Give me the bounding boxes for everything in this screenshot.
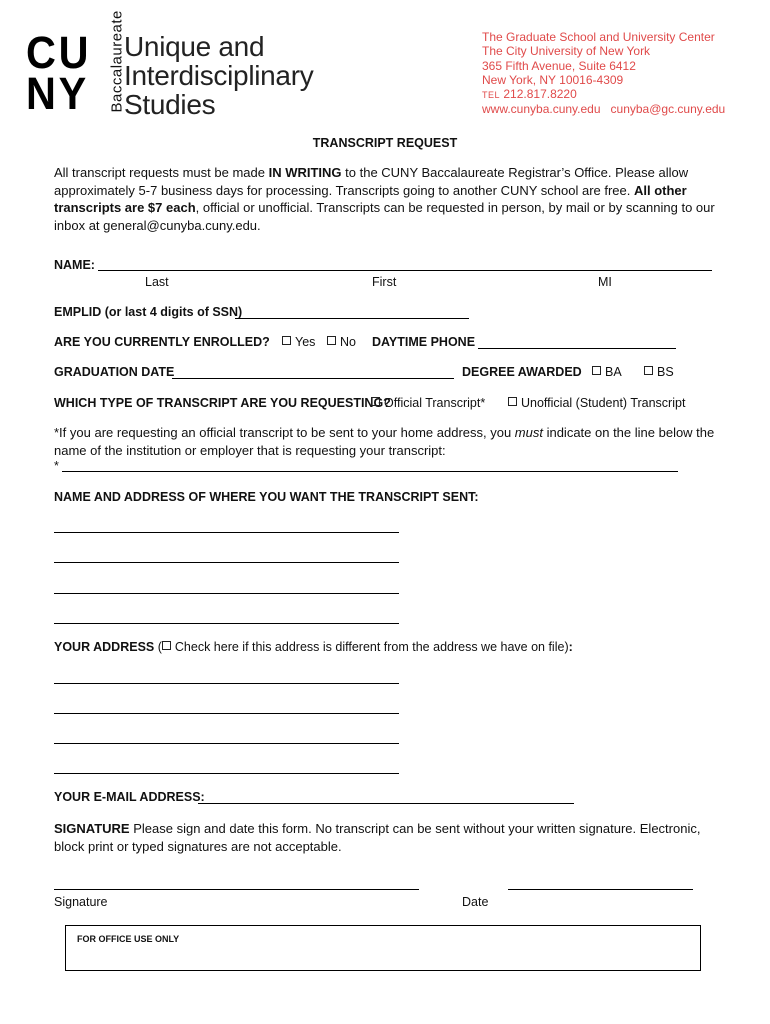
official-label: Official Transcript* [384,396,486,410]
logo-side-bar [105,10,126,119]
name-field[interactable] [98,270,712,271]
address-line: New York, NY 10016-4309 [482,72,624,87]
intro-paragraph [54,164,724,234]
page-title: TRANSCRIPT REQUEST [312,136,458,150]
checkbox-icon[interactable] [644,366,653,375]
unofficial-label: Unofficial (Student) Transcript [521,396,686,410]
logo-letter-c: C [26,27,59,78]
note-text: indicate on the line below the name of the institution or employer that is requesting your transcript: [54,425,715,458]
signature-field[interactable] [54,889,419,890]
degree-ba-label: BA [605,365,622,379]
logo-title-line: Interdisciplinary [124,60,314,91]
checkbox-icon[interactable] [592,366,601,375]
emplid-label: EMPLID (or last 4 digits of SSN) [54,305,243,319]
note-text: *If you are requesting an official transcript to be sent to your home address, you [54,425,515,440]
intro-emphasis: All other transcripts are $7 each [54,182,687,215]
name-label: NAME: [54,258,95,272]
institution-field[interactable] [62,471,678,472]
name-first-caption: First [372,275,397,289]
address-different-checkbox[interactable] [162,641,171,650]
email-label: YOUR E-MAIL ADDRESS: [54,790,205,804]
degree-ba-option[interactable] [592,365,622,379]
address-line: The Graduate School and University Center [482,30,715,44]
your-address-line[interactable] [54,683,399,684]
degree-bs-label: BS [657,365,674,379]
send-to-line[interactable] [54,562,399,563]
logo-side-text: Baccalaureate [108,10,126,113]
email-field[interactable] [198,803,574,804]
office-use-box [65,925,701,971]
enrolled-label: ARE YOU CURRENTLY ENROLLED? [54,335,270,349]
signature-label: SIGNATURE [54,821,130,836]
tel-number: 212.817.8220 [503,87,577,102]
your-address-line[interactable] [54,743,399,744]
name-mi-caption: MI [598,275,612,289]
your-address-row [54,640,573,654]
address-note: Check here if this address is different from the address we have on file) [174,640,569,654]
degree-label: DEGREE AWARDED [462,365,582,379]
address-paren: ( [154,640,162,654]
logo-letter-y: Y [58,68,90,119]
signature-paragraph [54,820,724,855]
name-last-caption: Last [145,275,169,289]
enrolled-no-label: No [340,335,356,349]
phone-field[interactable] [478,348,676,349]
address-colon: : [568,640,573,654]
unofficial-option[interactable] [508,396,685,410]
enrolled-yes-label: Yes [295,335,316,349]
your-address-line[interactable] [54,713,399,714]
office-use-label: FOR OFFICE USE ONLY [77,934,180,944]
checkbox-icon[interactable] [508,397,517,406]
logo-letter-u: U [58,27,92,78]
enrolled-yes-option[interactable] [282,335,315,349]
cuny-logo [26,27,100,119]
intro-text: to the CUNY Baccalaureate Registrar’s Office. Please allow approximately 5-7 business days for processing. Transcripts going to another CUNY school are free. [54,165,689,198]
enrolled-no-option[interactable] [327,335,356,349]
signature-text: Please sign and date this form. No transcript can be sent without your written signature. Electronic, block print or typed signatures are not acceptable. [54,821,701,854]
address-line: 365 Fifth Avenue, Suite 6412 [482,58,636,73]
graduation-date-field[interactable] [172,378,454,379]
date-field[interactable] [508,889,693,890]
telephone [482,87,725,102]
send-to-line[interactable] [54,623,399,624]
send-to-label: NAME AND ADDRESS OF WHERE YOU WANT THE TRANSCRIPT SENT: [54,490,479,504]
date-caption: Date [462,895,489,909]
intro-text: , official or unofficial. Transcripts can be requested in person, by mail or by scanning to our inbox at general@cunyba.cuny.edu. [54,200,715,233]
tel-label: TEL [482,90,501,101]
note-emphasis: must [514,425,543,440]
note-star: * [54,459,59,473]
send-to-line[interactable] [54,593,399,594]
checkbox-icon[interactable] [371,397,380,406]
your-address-label: YOUR ADDRESS [54,640,155,654]
your-address-line[interactable] [54,773,399,774]
intro-text: All transcript requests must be made [54,165,269,180]
transcript-type-label: WHICH TYPE OF TRANSCRIPT ARE YOU REQUESTING? [54,396,391,410]
address-line: The City University of New York [482,44,651,59]
checkbox-icon[interactable] [327,336,336,345]
send-to-line[interactable] [54,532,399,533]
letterhead-address [482,30,725,117]
website-link[interactable]: www.cunyba.cuny.edu [482,102,601,117]
logo-title [124,32,313,119]
intro-emphasis: IN WRITING [268,165,342,180]
checkbox-icon[interactable] [282,336,291,345]
emplid-field[interactable] [235,318,469,319]
degree-bs-option[interactable] [644,365,674,379]
phone-label: DAYTIME PHONE [372,335,476,349]
logo-letter-n: N [26,68,59,119]
email-link[interactable]: cunyba@gc.cuny.edu [610,102,726,117]
logo-title-line: Studies [124,89,216,120]
logo-title-line: Unique and [124,31,265,62]
official-option[interactable] [371,396,485,410]
signature-caption: Signature [54,895,108,909]
graduation-label: GRADUATION DATE [54,365,175,379]
official-note [54,424,724,459]
